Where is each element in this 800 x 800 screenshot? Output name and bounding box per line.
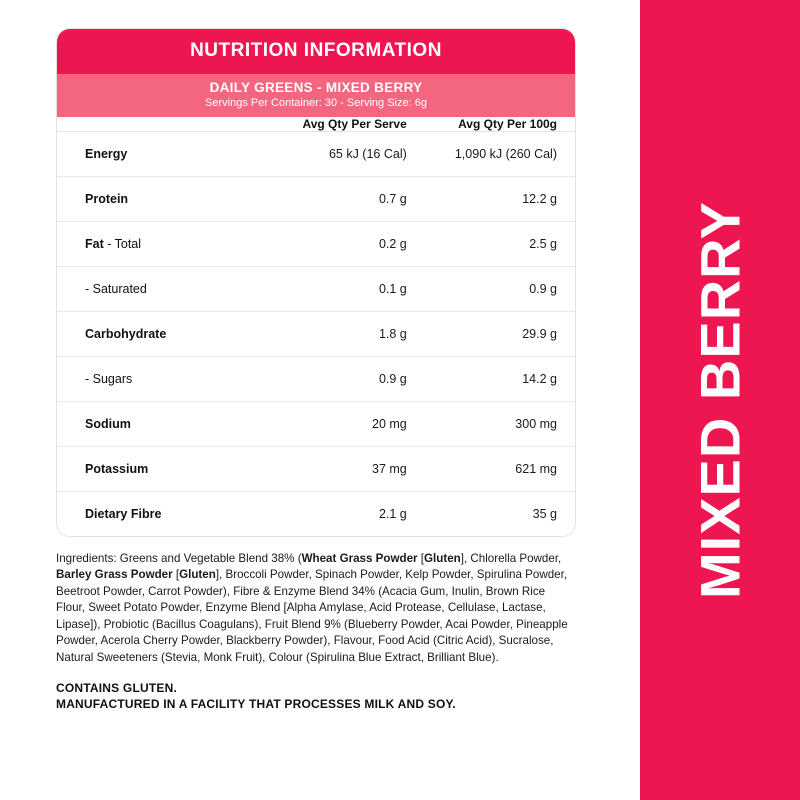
value-per-100g: 0.9 g — [425, 267, 575, 312]
value-per-100g: 2.5 g — [425, 222, 575, 267]
value-per-serve: 0.2 g — [275, 222, 425, 267]
column-header-per-100g: Avg Qty Per 100g — [425, 117, 575, 132]
nutrient-name — [57, 402, 275, 447]
table-row — [57, 357, 575, 402]
nutrient-label: Sodium — [85, 417, 131, 431]
value-per-serve: 37 mg — [275, 447, 425, 492]
table-row — [57, 177, 575, 222]
nutrient-label: Carbohydrate — [85, 327, 167, 341]
warning-facility: MANUFACTURED IN A FACILITY THAT PROCESSES MILK AND SOY. — [56, 697, 456, 712]
nutrient-label: Protein — [85, 192, 129, 206]
nutrition-table-header-row — [57, 117, 575, 132]
table-row — [57, 492, 575, 537]
nutrient-name — [57, 267, 275, 312]
value-per-serve: 0.1 g — [275, 267, 425, 312]
allergen-warnings — [56, 680, 576, 712]
nutrient-name — [57, 177, 275, 222]
nutrient-name — [57, 447, 275, 492]
ingredients-segment: Gluten — [424, 552, 461, 565]
nutrient-name — [57, 222, 275, 267]
value-per-100g: 1,090 kJ (260 Cal) — [425, 132, 575, 177]
ingredients-segment: [ — [172, 568, 180, 582]
nutrient-name — [57, 492, 275, 537]
value-per-100g: 35 g — [532, 507, 557, 521]
ingredients-prefix: Ingredients: Greens and Vegetable Blend 38% ( — [56, 552, 302, 565]
nutrient-label: Fat — [85, 237, 104, 251]
nutrition-table-body — [57, 132, 575, 537]
value-per-100g: 14.2 g — [425, 357, 575, 402]
value-per-serve: 0.7 g — [275, 177, 425, 222]
nutrient-name — [57, 132, 275, 177]
ingredients-text — [56, 551, 576, 666]
nutrient-label: Energy — [85, 147, 128, 161]
value-per-serve: 65 kJ (16 Cal) — [275, 132, 425, 177]
value-per-100g: 300 mg — [425, 402, 575, 447]
ingredients-segment: ], Chlorella Powder, — [460, 552, 562, 565]
column-header-nutrient — [57, 117, 275, 132]
nutrient-label: Dietary Fibre — [85, 507, 162, 521]
table-row — [57, 132, 575, 177]
value-per-serve: 20 mg — [275, 402, 425, 447]
servings-info: Servings Per Container: 30 - Serving Size: 6g — [205, 97, 427, 109]
table-row — [57, 267, 575, 312]
warning-contains-gluten: CONTAINS GLUTEN. — [56, 681, 177, 696]
nutrient-label: Potassium — [85, 462, 149, 476]
side-band-flavour-text: MIXED BERRY — [688, 201, 752, 599]
nutrient-label: - Saturated — [85, 282, 147, 296]
ingredients-segment: Barley Grass Powder — [56, 568, 173, 582]
nutrition-information-title: NUTRITION INFORMATION — [57, 29, 575, 74]
table-row — [57, 402, 575, 447]
product-name: DAILY GREENS - MIXED BERRY — [209, 80, 423, 95]
table-row — [57, 312, 575, 357]
nutrition-panel — [56, 28, 576, 713]
value-per-serve: 1.8 g — [275, 312, 425, 357]
value-per-serve: 0.9 g — [275, 357, 425, 402]
nutrient-label-suffix: - Total — [103, 237, 142, 251]
nutrition-table — [57, 117, 575, 536]
table-row — [57, 447, 575, 492]
nutrient-label: - Sugars — [85, 372, 133, 386]
ingredients-segment: Wheat Grass Powder — [301, 552, 418, 565]
value-per-100g: 621 mg — [425, 447, 575, 492]
product-subheader — [57, 74, 575, 117]
value-per-serve: 2.1 g — [378, 507, 407, 521]
ingredients-segment: [ — [417, 552, 425, 565]
ingredients-segment: Gluten — [179, 568, 216, 582]
nutrition-information-card — [56, 28, 576, 537]
table-row — [57, 222, 575, 267]
column-header-per-serve: Avg Qty Per Serve — [275, 117, 425, 132]
value-per-100g: 29.9 g — [425, 312, 575, 357]
value-per-100g: 12.2 g — [425, 177, 575, 222]
ingredients-segment: ], Broccoli Powder, Spinach Powder, Kelp Powder, Spirulina Powder, Beetroot Powder, Carrot Powder), Fibre & Enzyme Blend 34% (Acacia Gum, Inulin, Brown Rice Flour, Sweet Potato Powder, Enzyme Blend [Alpha Amylase, Acid Protease, Cellulase, Lactase, Lipase]), Probiotic (Bacillus Coagulans), Fruit Blend 9% (Blueberry Powder, Acai Powder, Pineapple Powder, Acerola Cherry Powder, Blackberry Powder), Flavour, Food Acid (Citric Acid), Sucralose, Natural Sweeteners (Stevia, Monk Fruit), Colour (Spirulina Blue Extract, Brilliant Blue). — [56, 568, 568, 664]
nutrient-name — [57, 312, 275, 357]
nutrient-name — [57, 357, 275, 402]
